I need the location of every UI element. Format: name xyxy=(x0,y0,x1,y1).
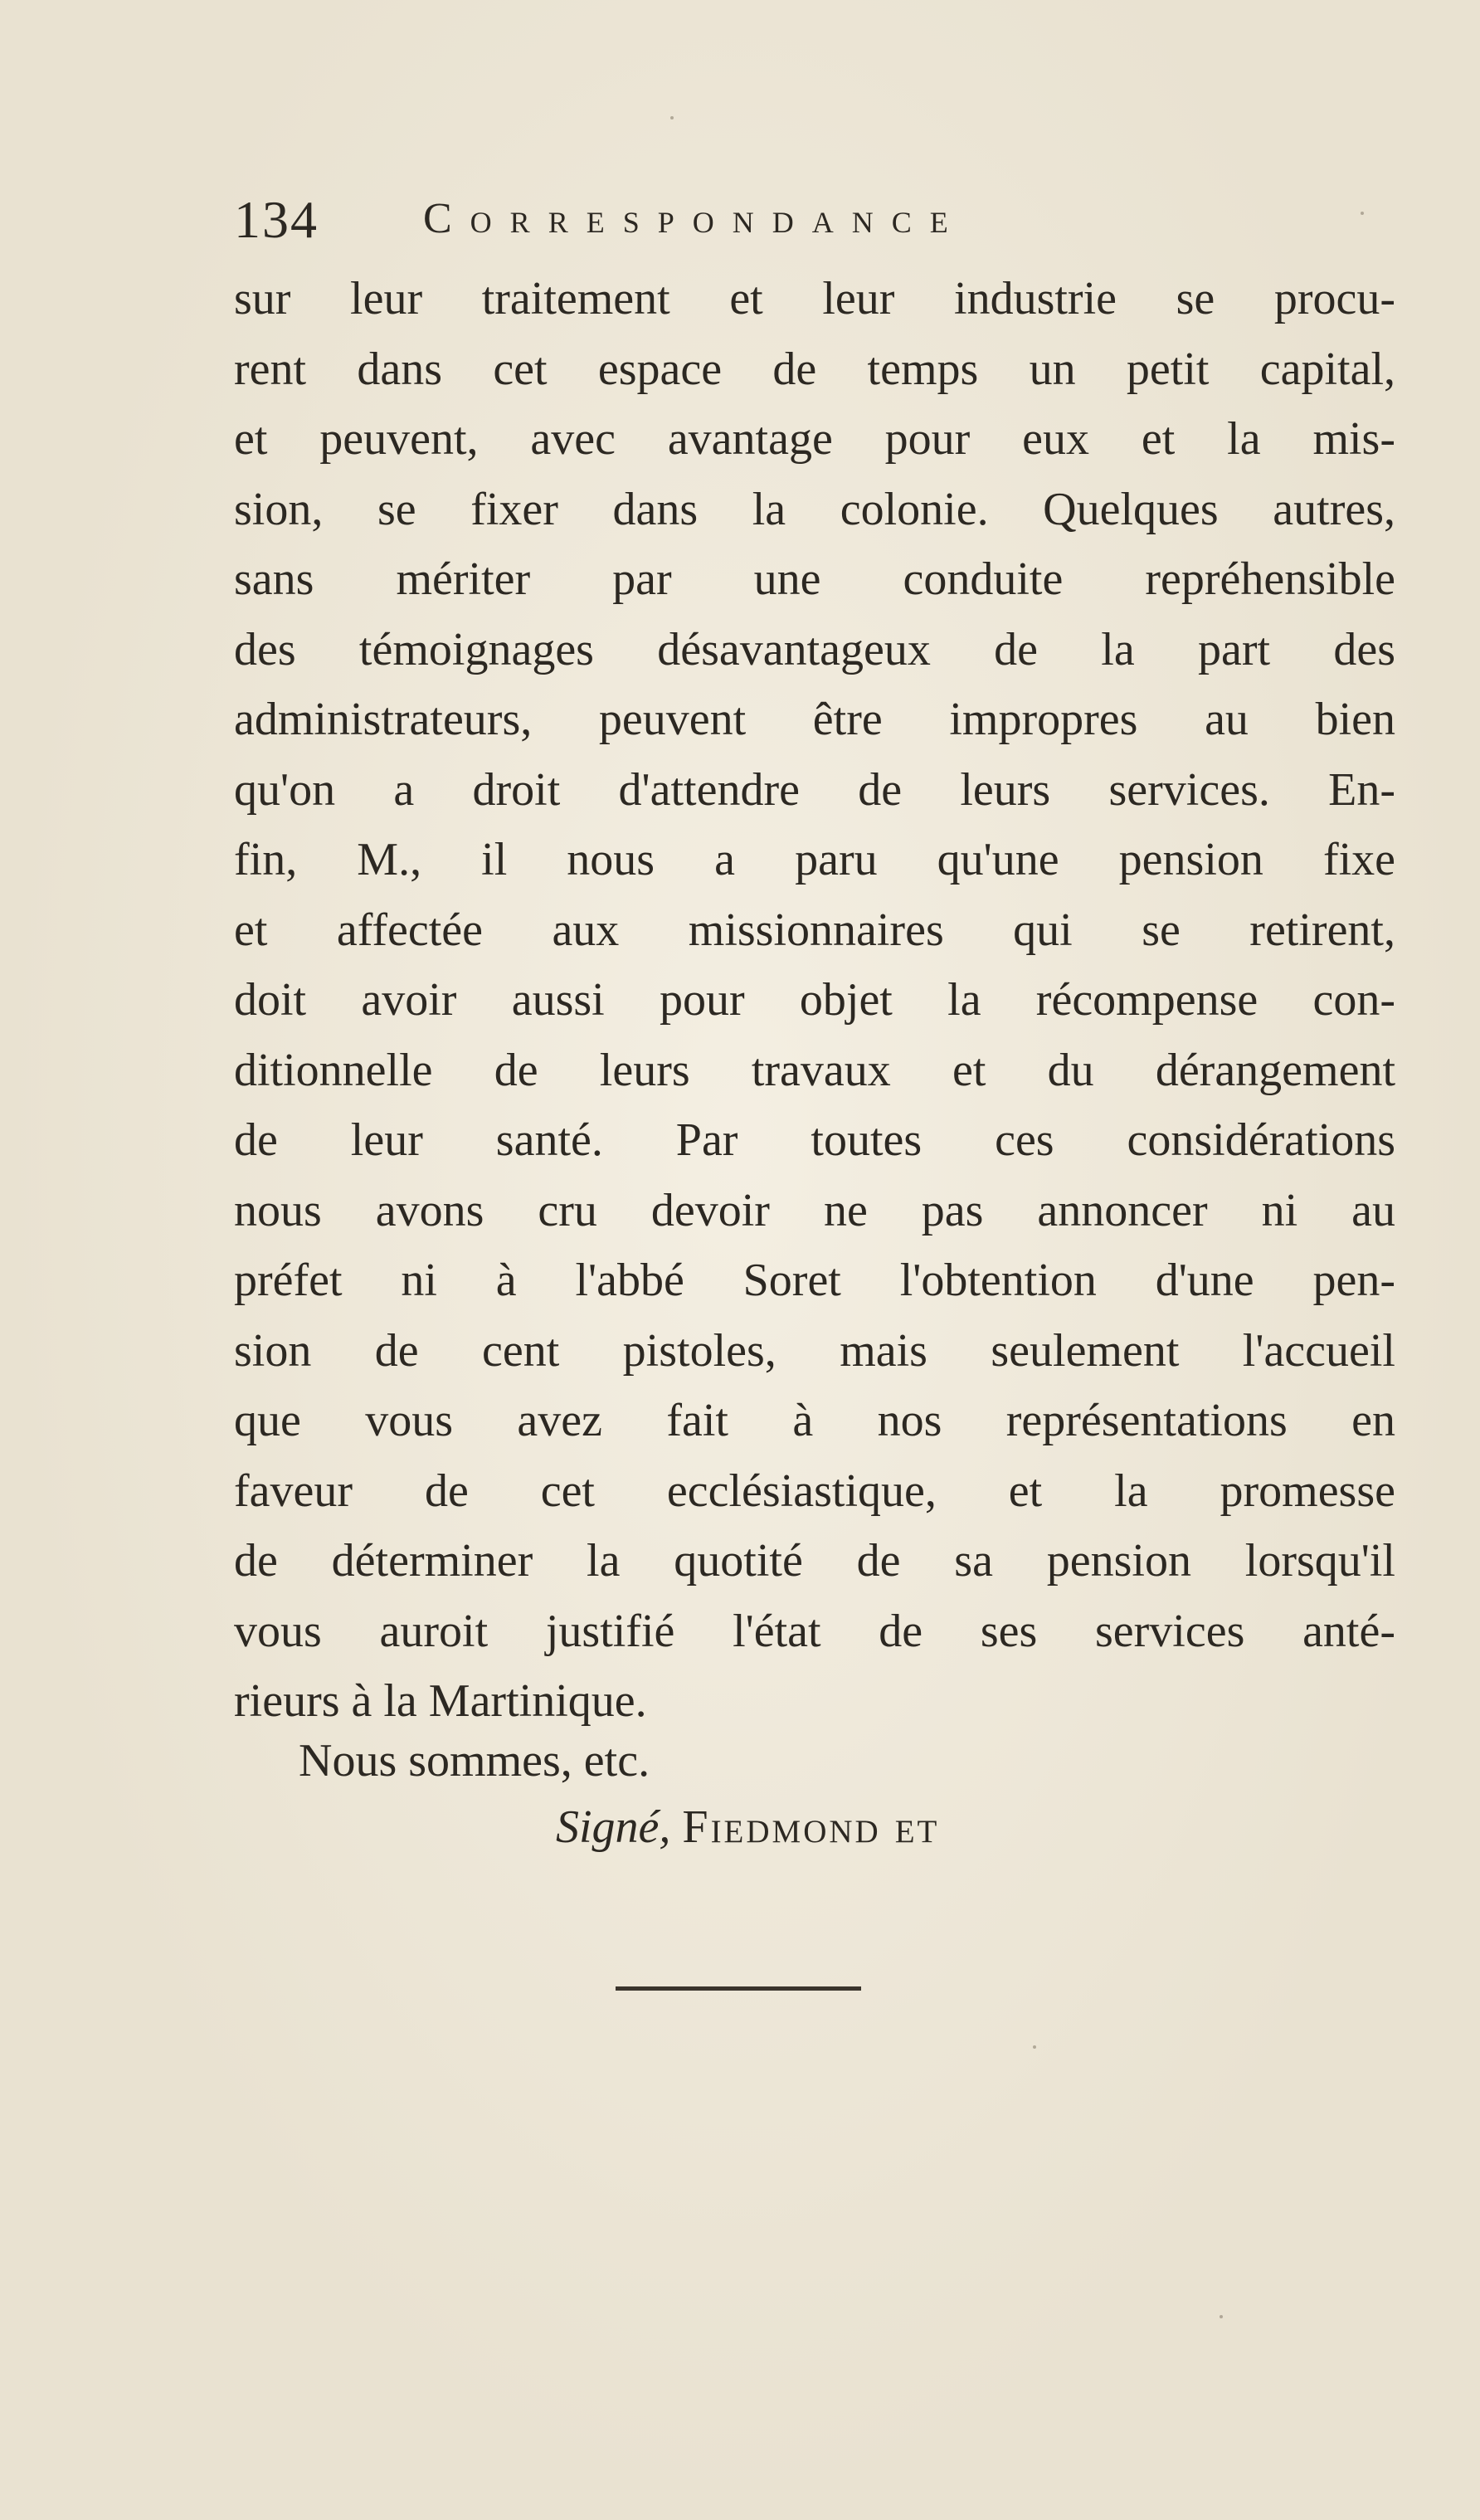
section-rule xyxy=(616,1986,861,1991)
page-header xyxy=(234,189,1412,264)
paper-speck xyxy=(1361,212,1364,215)
page-number: 134 xyxy=(234,190,319,249)
paper-speck xyxy=(1033,2045,1036,2049)
text-line: et peuvent, avec avantage pour eux et la mis- xyxy=(234,413,1395,465)
text-line: rent dans cet espace de temps un petit capital, xyxy=(234,343,1395,395)
signe-label: Signé, xyxy=(556,1801,671,1853)
text-line: sur leur traitement et leur industrie se procu- xyxy=(234,273,1395,324)
text-line: préfet ni à l'abbé Soret l'obtention d'une pen- xyxy=(234,1255,1395,1306)
text-line: vous auroit justifié l'état de ses services anté- xyxy=(234,1605,1395,1657)
text-line: faveur de cet ecclésiastique, et la promesse xyxy=(234,1465,1395,1517)
paper-speck xyxy=(1220,2315,1223,2318)
text-line: qu'on a droit d'attendre de leurs services. En- xyxy=(234,763,1395,816)
paper-speck xyxy=(670,116,674,119)
text-line: administrateurs, peuvent être impropres au bien xyxy=(234,694,1395,745)
body-paragraph xyxy=(234,264,1395,1737)
running-head: Correspondance xyxy=(423,195,966,242)
text-line: que vous avez fait à nos représentations en xyxy=(234,1395,1395,1446)
text-line: sion de cent pistoles, mais seulement l'accueil xyxy=(234,1324,1395,1377)
text-line: de déterminer la quotité de sa pension lorsqu'il xyxy=(234,1535,1395,1587)
text-line-last: rieurs à la Martinique. xyxy=(234,1675,647,1727)
text-line: et affectée aux missionnaires qui se retirent, xyxy=(234,904,1395,956)
signature-line xyxy=(556,1792,939,1862)
text-line: nous avons cru devoir ne pas annoncer ni au xyxy=(234,1184,1395,1236)
text-line: ditionnelle de leurs travaux et du dérangement xyxy=(234,1044,1395,1096)
text-line: sion, se fixer dans la colonie. Quelques autres, xyxy=(234,483,1395,535)
text-line: des témoignages désavantageux de la part des xyxy=(234,623,1395,675)
text-line: fin, M., il nous a paru qu'une pension fixe xyxy=(234,834,1395,885)
text-line: sans mériter par une conduite repréhensible xyxy=(234,553,1395,605)
text-line: de leur santé. Par toutes ces considérations xyxy=(234,1114,1395,1166)
closing-formula: Nous sommes, etc. xyxy=(299,1735,650,1786)
text-line: doit avoir aussi pour objet la récompense con- xyxy=(234,974,1395,1026)
signatory-name: Fiedmond et xyxy=(682,1801,940,1853)
